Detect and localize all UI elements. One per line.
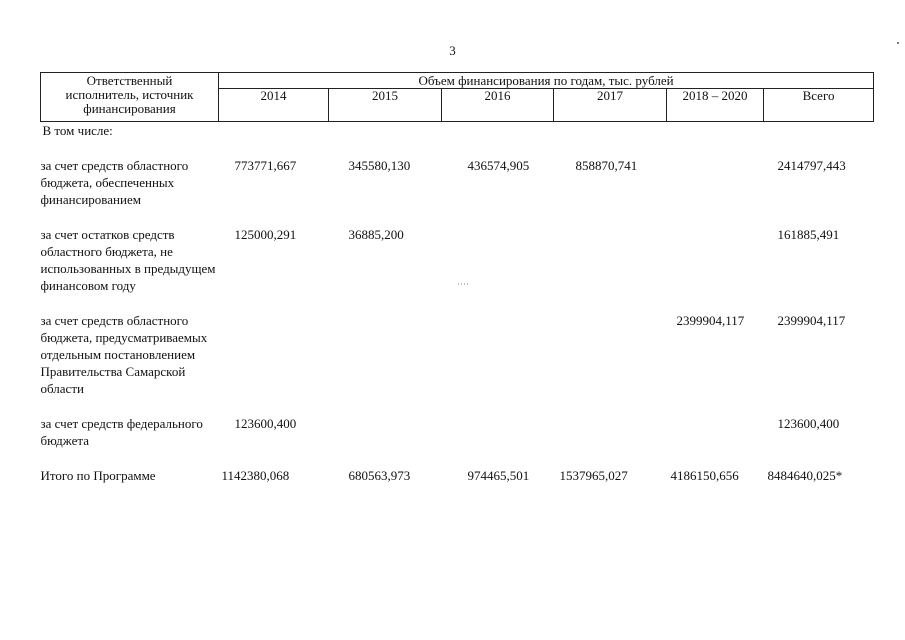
cell-2016 xyxy=(442,415,554,449)
cell-2018-2020 xyxy=(667,157,764,208)
header-year-2017: 2017 xyxy=(554,89,667,122)
cell-2017: 1537965,027 xyxy=(559,468,628,483)
cell-2018-2020: 2399904,117 xyxy=(676,313,745,328)
section-label: В том числе: xyxy=(42,123,113,138)
cell-2015: 345580,130 xyxy=(348,158,411,173)
row-label: Итого по Программе xyxy=(40,468,156,483)
cell-2016: 974465,501 xyxy=(467,468,530,483)
cell-2016 xyxy=(442,226,554,294)
cell-2014: 125000,291 xyxy=(234,227,297,242)
table-row xyxy=(41,415,874,449)
scan-speck xyxy=(897,42,899,44)
table-row-total xyxy=(41,467,874,484)
cell-2015: 680563,973 xyxy=(348,468,411,483)
cell-2015 xyxy=(329,312,442,397)
table-row xyxy=(41,157,874,208)
cell-2015: 36885,200 xyxy=(348,227,404,242)
row-label: за счет средств федерального бюджета xyxy=(40,416,203,448)
cell-total: 2414797,443 xyxy=(777,158,846,173)
cell-total: 2399904,117 xyxy=(777,313,846,328)
cell-2017 xyxy=(554,312,667,397)
cell-2018-2020 xyxy=(667,415,764,449)
section-row xyxy=(41,122,874,140)
cell-2014 xyxy=(219,312,329,397)
row-label: за счет средств областного бюджета, предусматриваемых отдельным постановлением Правительства Самарской области xyxy=(40,313,208,396)
cell-2014: 773771,667 xyxy=(234,158,297,173)
header-year-2014: 2014 xyxy=(219,89,329,122)
cell-2017: 858870,741 xyxy=(575,158,638,173)
cell-total: 161885,491 xyxy=(777,227,840,242)
header-volume: Объем финансирования по годам, тыс. рублей xyxy=(219,73,874,89)
header-total: Всего xyxy=(764,89,874,122)
cell-2018-2020: 4186150,656 xyxy=(670,468,739,483)
table-row xyxy=(41,226,874,294)
header-row-1 xyxy=(41,73,874,89)
cell-2016: 436574,905 xyxy=(467,158,530,173)
cell-2014: 1142380,068 xyxy=(221,468,290,483)
row-label: за счет остатков средств областного бюджета, не использованных в предыдущем финансовом году xyxy=(40,227,216,293)
cell-2014: 123600,400 xyxy=(234,416,297,431)
cell-total: 8484640,025* xyxy=(767,468,843,483)
financing-table xyxy=(40,72,874,484)
header-year-2015: 2015 xyxy=(329,89,442,122)
cell-2017 xyxy=(554,226,667,294)
table-row xyxy=(41,312,874,397)
cell-2018-2020 xyxy=(667,226,764,294)
cell-2015 xyxy=(329,415,442,449)
page-number: 3 xyxy=(449,43,456,58)
header-responsible: Ответственный исполнитель, источник финансирования xyxy=(41,73,219,122)
cell-total: 123600,400 xyxy=(777,416,840,431)
cell-2016 xyxy=(442,312,554,397)
header-year-2018-2020: 2018 – 2020 xyxy=(667,89,764,122)
header-year-2016: 2016 xyxy=(442,89,554,122)
row-label: за счет средств областного бюджета, обеспеченных финансированием xyxy=(40,158,189,207)
cell-2017 xyxy=(554,415,667,449)
